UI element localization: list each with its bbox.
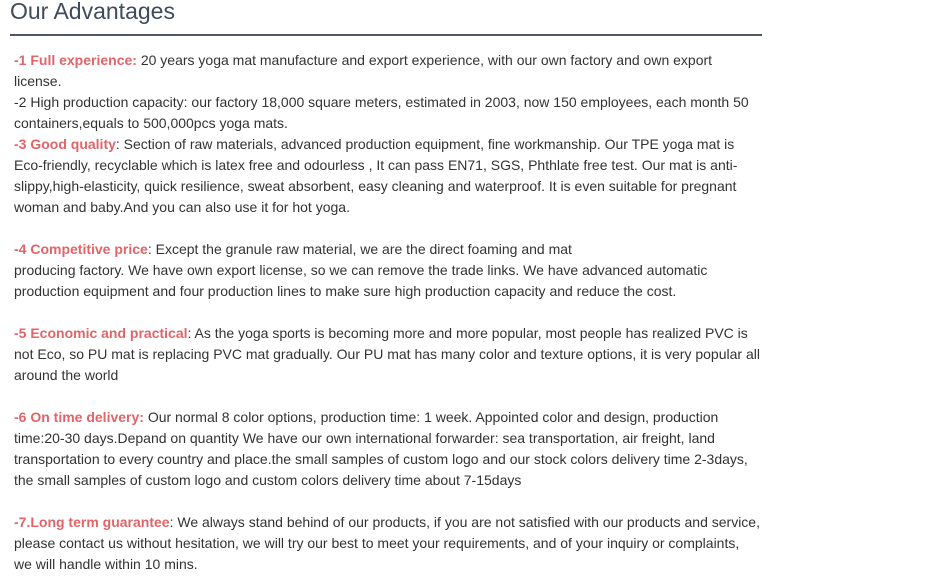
advantage-label: -7.Long term guarantee — [14, 514, 170, 530]
section-title: Our Advantages — [10, 0, 175, 24]
spacer — [14, 218, 760, 239]
advantage-item-production-capacity — [14, 92, 760, 134]
spacer — [14, 386, 760, 407]
advantage-item-on-time-delivery — [14, 407, 760, 491]
advantage-text: 20 years yoga mat manufacture and export experience, with our own factory and own export license. — [14, 52, 713, 89]
advantage-text: : We always stand behind of our products, if you are not satisfied with our products and service, please contact us without hesitation, we will try our best to meet your requirements, and of your inquiry or complaints, we will handle within 10 mins. — [14, 514, 760, 572]
advantage-text: Our normal 8 color options, production time: 1 week. Appointed color and design, production time:20-30 days.Depand on quantity We have our own international forwarder: sea transportation, air freight, land transportation to every country and place.the small samples of custom logo and our stock colors delivery time 2-3days, the small samples of custom logo and custom colors delivery time about 7-15days — [14, 409, 748, 488]
advantage-item-full-experience — [14, 50, 760, 92]
advantage-label: -4 Competitive price — [14, 241, 148, 257]
advantage-item-good-quality — [14, 134, 760, 218]
advantage-label: -1 Full experience: — [14, 52, 137, 68]
advantage-label: -5 Economic and practical — [14, 325, 188, 341]
advantage-text: : As the yoga sports is becoming more and more popular, most people has realized PVC is not Eco, so PU mat is replacing PVC mat gradually. Our PU mat has many color and texture options, it is very popular all around the world — [14, 325, 760, 383]
advantage-text: -2 High production capacity: our factory 18,000 square meters, estimated in 2003, now 150 employees, each month 50 containers,equals to 500,000pcs yoga mats. — [14, 94, 749, 131]
advantage-item-economic-practical — [14, 323, 760, 386]
spacer — [14, 491, 760, 512]
advantage-text-continued: producing factory. We have own export license, so we can remove the trade links. We have advanced automatic production equipment and four production lines to make sure high production capacity and reduce the cost. — [14, 262, 708, 299]
advantage-label: -3 Good quality — [14, 136, 116, 152]
advantage-item-long-term-guarantee — [14, 512, 760, 575]
advantage-item-competitive-price — [14, 239, 760, 302]
advantage-text: : Section of raw materials, advanced production equipment, fine workmanship. Our TPE yoga mat is Eco-friendly, recyclable which is latex free and odourless , It can pass EN71, SGS, Phthlate free test. Our mat is anti-slippy,high-elasticity, quick resilience, sweat absorbent, easy cleaning and waterproof. It is even suitable for pregnant woman and baby.And you can also use it for hot yoga. — [14, 136, 738, 215]
advantages-list — [14, 50, 760, 575]
spacer — [14, 302, 760, 323]
title-divider — [10, 34, 762, 36]
advantage-text: : Except the granule raw material, we are the direct foaming and mat — [147, 241, 572, 257]
advantage-label: -6 On time delivery: — [14, 409, 144, 425]
